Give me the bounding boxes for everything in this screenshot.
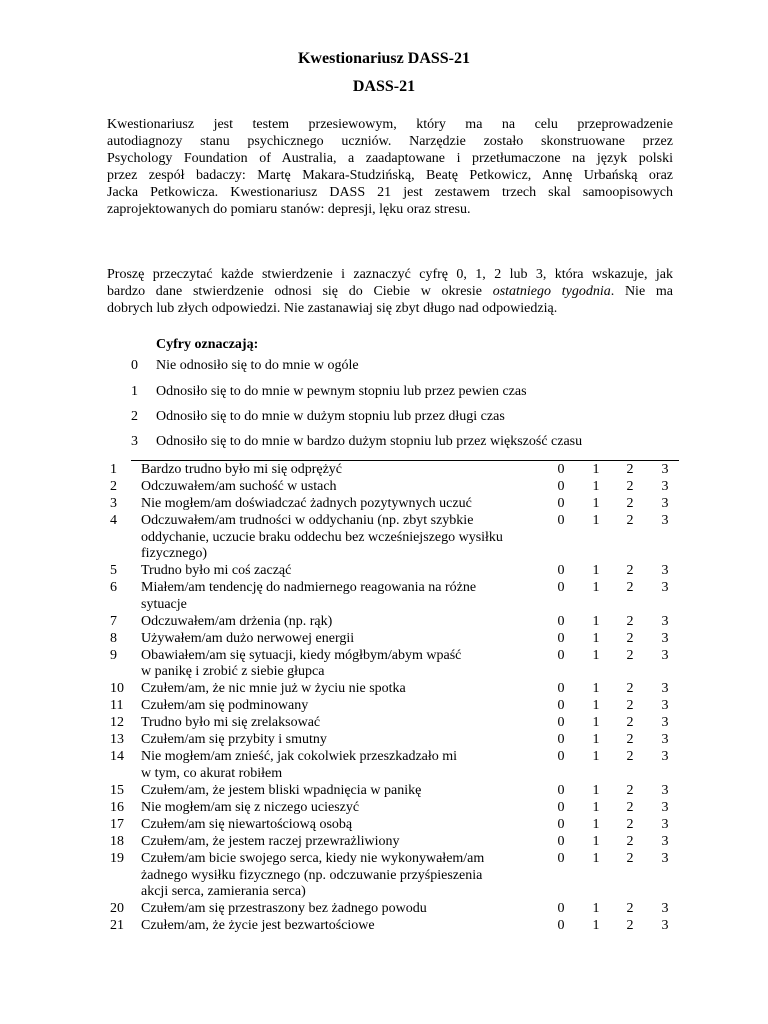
- score-option-1[interactable]: 1: [592, 580, 600, 596]
- question-text: [141, 834, 541, 851]
- question-row: [0, 681, 768, 698]
- score-option-0[interactable]: 0: [557, 918, 565, 934]
- question-text-line: Czułem/am, że życie jest bezwartościowe: [141, 918, 375, 934]
- question-text: [141, 851, 541, 901]
- legend-item: [131, 409, 505, 425]
- question-text: [141, 918, 541, 935]
- question-text-line: w panikę i zrobić z siebie głupca: [141, 664, 325, 680]
- question-number: 13: [110, 732, 124, 748]
- intro-line: Psychology Foundation of Australia, a zaadaptowane i przetłumaczone na język polski: [107, 151, 673, 166]
- legend-text: Odnosiło się to do mnie w bardzo dużym stopniu lub przez większość czasu: [156, 434, 583, 449]
- question-row: [0, 715, 768, 732]
- score-option-3[interactable]: 3: [661, 901, 669, 917]
- question-number: 17: [110, 817, 124, 832]
- question-number: 7: [110, 613, 117, 629]
- instruction-line: dobrych lub złych odpowiedzi. Nie zastanawiaj się zbyt długo nad odpowiedzią.: [107, 301, 558, 316]
- score-option-0[interactable]: 0: [557, 580, 565, 596]
- score-option-0[interactable]: 0: [557, 817, 565, 832]
- question-number: 19: [110, 851, 124, 866]
- score-option-3[interactable]: 3: [661, 800, 669, 815]
- score-option-2[interactable]: 2: [626, 715, 634, 731]
- question-text: [141, 732, 541, 749]
- question-text-line: Miałem/am tendencję do nadmiernego reagowania na różne: [141, 580, 477, 596]
- question-row: [0, 496, 768, 513]
- score-option-2[interactable]: 2: [626, 851, 634, 866]
- score-option-0[interactable]: 0: [557, 613, 565, 629]
- question-text-line: Czułem/am się przestraszony bez żadnego powodu: [141, 901, 427, 917]
- legend-text: Odnosiło się to do mnie w dużym stopniu lub przez długi czas: [156, 409, 505, 424]
- question-text-line: Obawiałem/am się sytuacji, kiedy mógłbym/abym wpaść: [141, 647, 462, 663]
- question-text-line: Czułem/am, że jestem raczej przewrażliwiony: [141, 834, 400, 849]
- question-number: 21: [110, 918, 124, 934]
- question-row: [0, 918, 768, 935]
- score-option-3[interactable]: 3: [661, 749, 669, 765]
- question-row: [0, 563, 768, 580]
- question-row: [0, 479, 768, 496]
- score-option-2[interactable]: 2: [626, 496, 634, 511]
- question-text-line: Czułem/am, że nic mnie już w życiu nie spotka: [141, 681, 406, 697]
- question-row: [0, 834, 768, 851]
- question-row: [0, 614, 768, 631]
- question-text-line: żadnego wysiłku fizycznego (np. odczuwanie przyśpieszenia: [141, 867, 483, 883]
- question-number: 5: [110, 563, 117, 579]
- question-text: [141, 648, 541, 681]
- question-text: [141, 580, 541, 613]
- question-text: [141, 783, 541, 800]
- question-text-line: akcji serca, zamierania serca): [141, 884, 306, 899]
- score-option-0[interactable]: 0: [557, 715, 565, 731]
- intro-line: przez zespół badaczy: Martę Makara-Studzińską, Beatę Petkowicz, Annę Urbańską oraz: [107, 168, 673, 183]
- question-text-line: Odczuwałem/am trudności w oddychaniu (np. zbyt szybkie: [141, 513, 474, 528]
- score-option-1[interactable]: 1: [592, 817, 600, 832]
- score-option-0[interactable]: 0: [557, 462, 565, 477]
- question-text: [141, 749, 541, 782]
- score-option-0[interactable]: 0: [557, 851, 565, 866]
- score-option-0[interactable]: 0: [557, 563, 565, 579]
- question-row: [0, 462, 768, 479]
- score-option-2[interactable]: 2: [626, 800, 634, 815]
- score-option-0[interactable]: 0: [557, 647, 565, 663]
- score-option-0[interactable]: 0: [557, 630, 565, 646]
- question-text-line: sytuacje: [141, 596, 187, 612]
- question-text: [141, 563, 541, 580]
- score-option-3[interactable]: 3: [661, 496, 669, 511]
- score-option-0[interactable]: 0: [557, 681, 565, 697]
- question-text-line: Czułem/am bicie swojego serca, kiedy nie wykonywałem/am: [141, 851, 485, 866]
- question-row: [0, 631, 768, 648]
- question-number: 18: [110, 834, 124, 849]
- question-text: [141, 698, 541, 715]
- score-option-0[interactable]: 0: [557, 513, 565, 528]
- question-number: 12: [110, 715, 124, 731]
- question-row: [0, 851, 768, 901]
- question-row: [0, 513, 768, 563]
- question-row: [0, 817, 768, 834]
- question-row: [0, 800, 768, 817]
- question-row: [0, 580, 768, 613]
- question-text-line: Używałem/am dużo nerwowej energii: [141, 630, 355, 646]
- question-number: 10: [110, 681, 124, 697]
- score-option-0[interactable]: 0: [557, 749, 565, 765]
- score-option-1[interactable]: 1: [592, 496, 600, 511]
- score-option-3[interactable]: 3: [661, 647, 669, 663]
- score-option-2[interactable]: 2: [626, 479, 634, 494]
- score-option-1[interactable]: 1: [592, 800, 600, 815]
- score-option-1[interactable]: 1: [592, 851, 600, 866]
- instruction-paragraph: [107, 266, 673, 317]
- score-option-1[interactable]: 1: [592, 749, 600, 765]
- score-option-0[interactable]: 0: [557, 732, 565, 748]
- question-row: [0, 732, 768, 749]
- instruction-line: [107, 283, 673, 300]
- score-option-3[interactable]: 3: [661, 732, 669, 748]
- intro-line: Kwestionariusz jest testem przesiewowym, który ma na celu przeprowadzenie: [107, 117, 673, 132]
- score-option-1[interactable]: 1: [592, 918, 600, 934]
- legend-title: Cyfry oznaczają:: [156, 337, 259, 352]
- score-option-3[interactable]: 3: [661, 462, 669, 477]
- question-number: 8: [110, 630, 117, 646]
- legend-number: 1: [131, 384, 138, 399]
- question-text: [141, 496, 541, 513]
- question-row: [0, 783, 768, 800]
- legend-item: [131, 434, 582, 450]
- score-option-3[interactable]: 3: [661, 681, 669, 697]
- question-number: 11: [110, 698, 124, 714]
- question-text-line: Trudno było mi się zrelaksować: [141, 715, 321, 731]
- score-option-2[interactable]: 2: [626, 817, 634, 832]
- question-text-line: Czułem/am się przybity i smutny: [141, 732, 327, 748]
- question-row: [0, 648, 768, 681]
- score-option-3[interactable]: 3: [661, 698, 669, 714]
- legend-number: 0: [131, 358, 138, 373]
- question-text-line: Trudno było mi coś zacząć: [141, 563, 292, 579]
- intro-line: Jacka Petkowicza. Kwestionariusz DASS 21 jest zestawem trzech skal samoopisowych: [107, 185, 673, 200]
- score-option-2[interactable]: 2: [626, 647, 634, 663]
- score-option-1[interactable]: 1: [592, 732, 600, 748]
- score-option-0[interactable]: 0: [557, 496, 565, 511]
- score-option-1[interactable]: 1: [592, 513, 600, 528]
- legend-number: 3: [131, 434, 138, 449]
- question-row: [0, 698, 768, 715]
- score-option-2[interactable]: 2: [626, 630, 634, 646]
- score-option-3[interactable]: 3: [661, 851, 669, 866]
- question-number: 2: [110, 479, 117, 494]
- question-text-line: Czułem/am się niewartościową osobą: [141, 817, 353, 832]
- score-option-2[interactable]: 2: [626, 834, 634, 849]
- question-number: 9: [110, 647, 117, 663]
- score-option-1[interactable]: 1: [592, 563, 600, 579]
- question-text-line: Czułem/am, że jestem bliski wpadnięcia w panikę: [141, 783, 422, 798]
- question-text: [141, 901, 541, 918]
- instruction-emphasis: ostatniego tygodnia: [492, 284, 611, 299]
- table-top-rule: [131, 460, 679, 461]
- score-option-3[interactable]: 3: [661, 817, 669, 832]
- question-number: 16: [110, 800, 124, 815]
- intro-line: zaprojektowanych do pomiaru stanów: depresji, lęku oraz stresu.: [107, 202, 471, 217]
- question-number: 3: [110, 496, 117, 511]
- legend-text: Odnosiło się to do mnie w pewnym stopniu lub przez pewien czas: [156, 384, 527, 399]
- score-option-3[interactable]: 3: [661, 918, 669, 934]
- intro-line: autodiagnozy stanu psychicznego uczniów. Narzędzie zostało skonstruowane przez: [107, 134, 673, 149]
- score-option-1[interactable]: 1: [592, 834, 600, 849]
- score-option-2[interactable]: 2: [626, 698, 634, 714]
- question-number: 20: [110, 901, 124, 917]
- score-option-2[interactable]: 2: [626, 563, 634, 579]
- score-option-0[interactable]: 0: [557, 834, 565, 849]
- document-subtitle: DASS-21: [352, 78, 416, 95]
- score-option-3[interactable]: 3: [661, 834, 669, 849]
- score-option-3[interactable]: 3: [661, 513, 669, 528]
- legend-text: Nie odnosiło się to do mnie w ogóle: [156, 358, 359, 373]
- question-text: [141, 817, 541, 834]
- question-text-line: Odczuwałem/am suchość w ustach: [141, 479, 337, 494]
- score-option-1[interactable]: 1: [592, 698, 600, 714]
- score-option-2[interactable]: 2: [626, 749, 634, 765]
- score-option-1[interactable]: 1: [592, 783, 600, 798]
- score-option-1[interactable]: 1: [592, 462, 600, 477]
- question-text: [141, 479, 541, 496]
- question-text: [141, 631, 541, 648]
- score-option-3[interactable]: 3: [661, 563, 669, 579]
- legend-item: [131, 384, 527, 400]
- legend-number: 2: [131, 409, 138, 424]
- score-option-1[interactable]: 1: [592, 613, 600, 629]
- score-option-0[interactable]: 0: [557, 901, 565, 917]
- question-number: 15: [110, 783, 124, 798]
- question-text: [141, 513, 541, 563]
- score-option-1[interactable]: 1: [592, 647, 600, 663]
- score-option-2[interactable]: 2: [626, 901, 634, 917]
- question-row: [0, 901, 768, 918]
- score-option-2[interactable]: 2: [626, 513, 634, 528]
- score-option-2[interactable]: 2: [626, 918, 634, 934]
- score-option-3[interactable]: 3: [661, 630, 669, 646]
- question-text-line: Nie mogłem/am doświadczać żadnych pozytywnych uczuć: [141, 496, 472, 511]
- intro-paragraph: [107, 116, 673, 218]
- score-option-3[interactable]: 3: [661, 783, 669, 798]
- question-text: [141, 614, 541, 631]
- document-title: Kwestionariusz DASS-21: [297, 50, 470, 67]
- question-text-line: fizycznego): [141, 546, 208, 561]
- instruction-text: . Nie ma: [610, 284, 673, 299]
- score-option-3[interactable]: 3: [661, 715, 669, 731]
- score-option-0[interactable]: 0: [557, 698, 565, 714]
- question-text-line: Odczuwałem/am drżenia (np. rąk): [141, 613, 333, 629]
- score-option-3[interactable]: 3: [661, 580, 669, 596]
- question-row: [0, 749, 768, 782]
- legend-item: [131, 358, 359, 374]
- score-option-1[interactable]: 1: [592, 479, 600, 494]
- question-text: [141, 462, 541, 479]
- score-option-1[interactable]: 1: [592, 681, 600, 697]
- question-number: 1: [110, 462, 117, 477]
- score-option-2[interactable]: 2: [626, 783, 634, 798]
- score-option-2[interactable]: 2: [626, 580, 634, 596]
- question-text-line: w tym, co akurat robiłem: [141, 765, 283, 781]
- score-option-0[interactable]: 0: [557, 800, 565, 815]
- question-text: [141, 681, 541, 698]
- instruction-line: Proszę przeczytać każde stwierdzenie i zaznaczyć cyfrę 0, 1, 2 lub 3, która wskazuje, jak: [107, 267, 673, 282]
- score-option-2[interactable]: 2: [626, 732, 634, 748]
- question-text-line: Nie mogłem/am znieść, jak cokolwiek przeszkadzało mi: [141, 749, 458, 765]
- score-option-3[interactable]: 3: [661, 479, 669, 494]
- question-number: 4: [110, 513, 117, 528]
- score-option-1[interactable]: 1: [592, 630, 600, 646]
- score-option-1[interactable]: 1: [592, 715, 600, 731]
- score-option-1[interactable]: 1: [592, 901, 600, 917]
- question-text-line: Czułem/am się podminowany: [141, 698, 309, 714]
- score-option-0[interactable]: 0: [557, 783, 565, 798]
- question-text: [141, 800, 541, 817]
- score-option-2[interactable]: 2: [626, 462, 634, 477]
- score-option-2[interactable]: 2: [626, 613, 634, 629]
- question-number: 6: [110, 580, 117, 596]
- score-option-2[interactable]: 2: [626, 681, 634, 697]
- instruction-text: bardzo dane stwierdzenie odnosi się do Ciebie w okresie: [107, 284, 493, 299]
- question-text: [141, 715, 541, 732]
- score-option-0[interactable]: 0: [557, 479, 565, 494]
- question-number: 14: [110, 749, 124, 765]
- question-text-line: oddychanie, uczucie braku oddechu bez wcześniejszego wysiłku: [141, 529, 503, 545]
- score-option-3[interactable]: 3: [661, 613, 669, 629]
- question-text-line: Nie mogłem/am się z niczego ucieszyć: [141, 800, 360, 815]
- question-text-line: Bardzo trudno było mi się odprężyć: [141, 462, 343, 477]
